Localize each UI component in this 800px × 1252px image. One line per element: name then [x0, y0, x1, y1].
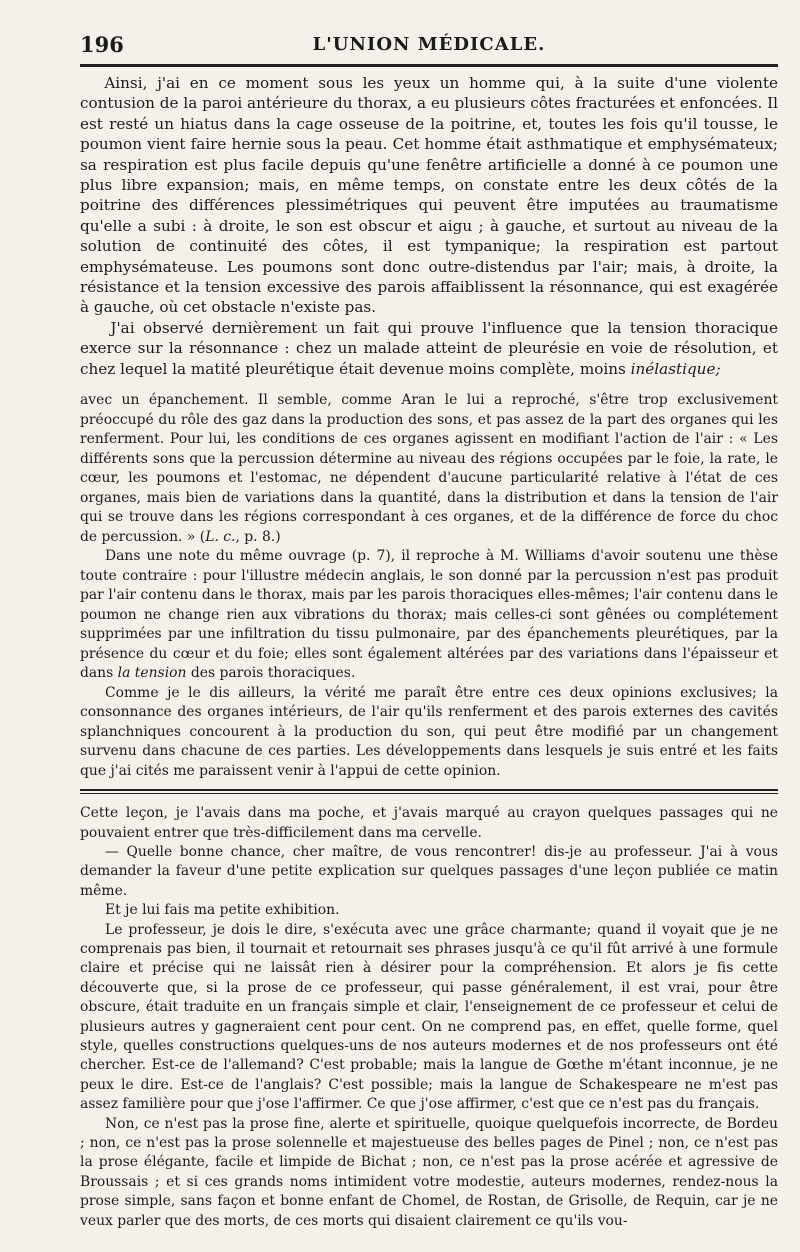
- note-text: , p. 8.): [235, 528, 281, 545]
- running-title: L'UNION MÉDICALE.: [312, 34, 546, 55]
- feuilleton-paragraph: Le professeur, je dois le dire, s'exécuta avec une grâce charmante; quand il voyait que je ne comprenais pas bien, il tournait et retournait ses phrases jusqu'à ce qu'il fût arrivé à une formule claire et précise qui ne laissât rien à désirer pour la compréhension. Et alors je fis cette découverte que, si la prose de ce professeur, qui passe généralement, il est vrai, pour être obscure, était traduite en un français simple et clair, l'enseignement de ce professeur et celui de plusieurs autres y gagneraient cent pour cent. On ne comprend pas, en effet, quelle forme, quel style, quelles constructions quelques-uns de nos auteurs modernes et de nos professeurs ont été chercher. Est-ce de l'allemand? C'est probable; mais la langue de Gœthe m'étant inconnue, je ne peux le dire. Est-ce de l'anglais? C'est possible; mais la langue de Schakespeare ne m'est pas assez familière pour que j'ose l'affirmer. Ce que j'ose affirmer, c'est que ce n'est pas du français.: [80, 921, 778, 1113]
- note-text: Dans une note du même ouvrage (p. 7), il reproche à M. Williams d'avoir soutenu une thèse toute contraire : pour l'illustre médecin anglais, le son donné par la percussion n'est pas produit par l'air contenu dans le thorax, mais par les parois thoraciques elles-mêmes; l'air contenu dans le poumon ne change rien aux vibrations du thorax; mais celles-ci sont gênées ou complétement supprimées par une infiltration du tissu pulmonaire, par des épanchements pleurétiques, par la présence du cœur et du foie; elles sont également altérées par des variations dans l'épaisseur et dans: [80, 548, 778, 682]
- feuilleton-paragraph: Cette leçon, je l'avais dans ma poche, et j'avais marqué au crayon quelques passages qui ne pouvaient entrer que très-difficilement dans ma cervelle.: [80, 805, 778, 841]
- feuilleton-rule-thin: [80, 793, 778, 794]
- main-text: [80, 73, 778, 379]
- header-rule: [80, 64, 778, 67]
- feuilleton-rule: [80, 789, 778, 791]
- note-paragraph: [80, 391, 778, 547]
- italic-term: la tension: [117, 665, 187, 682]
- feuilleton-paragraph: — Quelle bonne chance, cher maître, de vous rencontrer! dis-je au professeur. J'ai à vous demander la faveur d'une petite explication sur quelques passages d'une leçon publiée ce matin même.: [80, 843, 778, 899]
- feuilleton-paragraph: Et je lui fais ma petite exhibition.: [105, 902, 340, 919]
- main-paragraph-text: J'ai observé dernièrement un fait qui prouve l'influence que la tension thoracique exerce sur la résonnance : chez un malade atteint de pleurésie en voie de résolution, et chez lequel la matité pleurétique était devenue moins complète, moins: [80, 318, 778, 378]
- footnote: [80, 391, 778, 781]
- page-header: [80, 28, 778, 64]
- page-number: 196: [80, 32, 124, 57]
- note-text: avec un épanchement. Il semble, comme Aran le lui a reproché, s'être trop exclusivement préoccupé du rôle des gaz dans la production des sons, et pas assez de la part des organes qui les renferment. Pour lui, les conditions de ces organes agissent en modifiant l'action de l'air : « Les différents sons que la percussion détermine au niveau des régions occupées par le foie, la rate, le cœur, les poumons et l'estomac, ne dépendent d'aucune particularité relative à l'état de ces organes, mais bien de variations dans la quantité, dans la distribution et dans la tension de l'air qui se trouve dans les régions correspondant à ces organes, et de la différence de force du choc de percussion. » (: [80, 392, 778, 545]
- citation: L. c.: [205, 528, 236, 545]
- main-paragraph: [80, 318, 778, 379]
- note-paragraph: Comme je le dis ailleurs, la vérité me paraît être entre ces deux opinions exclusives; la consonnance des organes intérieurs, de l'air qu'ils renferment et des parois externes des cavités splanchniques concourent à la production du son, qui peut être modifié par un changement survenu dans chacune de ces parties. Les développements dans lesquels je suis entré et les faits que j'ai cités me paraissent venir à l'appui de cette opinion.: [80, 684, 778, 779]
- feuilleton: [80, 804, 778, 1231]
- note-text: des parois thoraciques.: [186, 665, 356, 682]
- feuilleton-paragraph: Non, ce n'est pas la prose fine, alerte et spirituelle, quoique quelquefois incorrecte, de Bordeu ; non, ce n'est pas la prose solennelle et majestueuse des belles pages de Pinel ; non, ce n'est pas la prose élégante, facile et limpide de Bichat ; non, ce n'est pas la prose acérée et agressive de Broussais ; et si ces grands noms intimident votre modestie, auteurs modernes, rendez-nous la prose simple, sans façon et bonne enfant de Chomel, de Rostan, de Grisolle, de Requin, car je ne veux parler que des morts, de ces morts qui disaient clairement ce qu'ils vou-: [80, 1115, 778, 1229]
- main-paragraph: Ainsi, j'ai en ce moment sous les yeux un homme qui, à la suite d'une violente contusion de la paroi antérieure du thorax, a eu plusieurs côtes fracturées et enfoncées. Il est resté un hiatus dans la cage osseuse de la poitrine, et, toutes les fois qu'il tousse, le poumon vient faire hernie sous la peau. Cet homme était asthmatique et emphysémateux; sa respiration est plus facile depuis qu'une fenêtre artificielle a donné à ce poumon une plus libre expansion; mais, en même temps, on constate entre les deux côtés de la poitrine des différences plessimétriques qui peuvent être imputées au traumatisme qu'elle a subi : à droite, le son est obscur et aigu ; à gauche, et surtout au niveau de la solution de continuité des côtes, il est tympanique; la respiration est partout emphysémateuse. Les poumons sont donc outre-distendus par l'air; mais, à droite, la résistance et la tension excessive des parois affaiblissent la résonnance, qui est exagérée à gauche, où cet obstacle n'existe pas.: [80, 74, 778, 317]
- note-paragraph: [80, 547, 778, 684]
- italic-term: inélastique;: [630, 359, 721, 378]
